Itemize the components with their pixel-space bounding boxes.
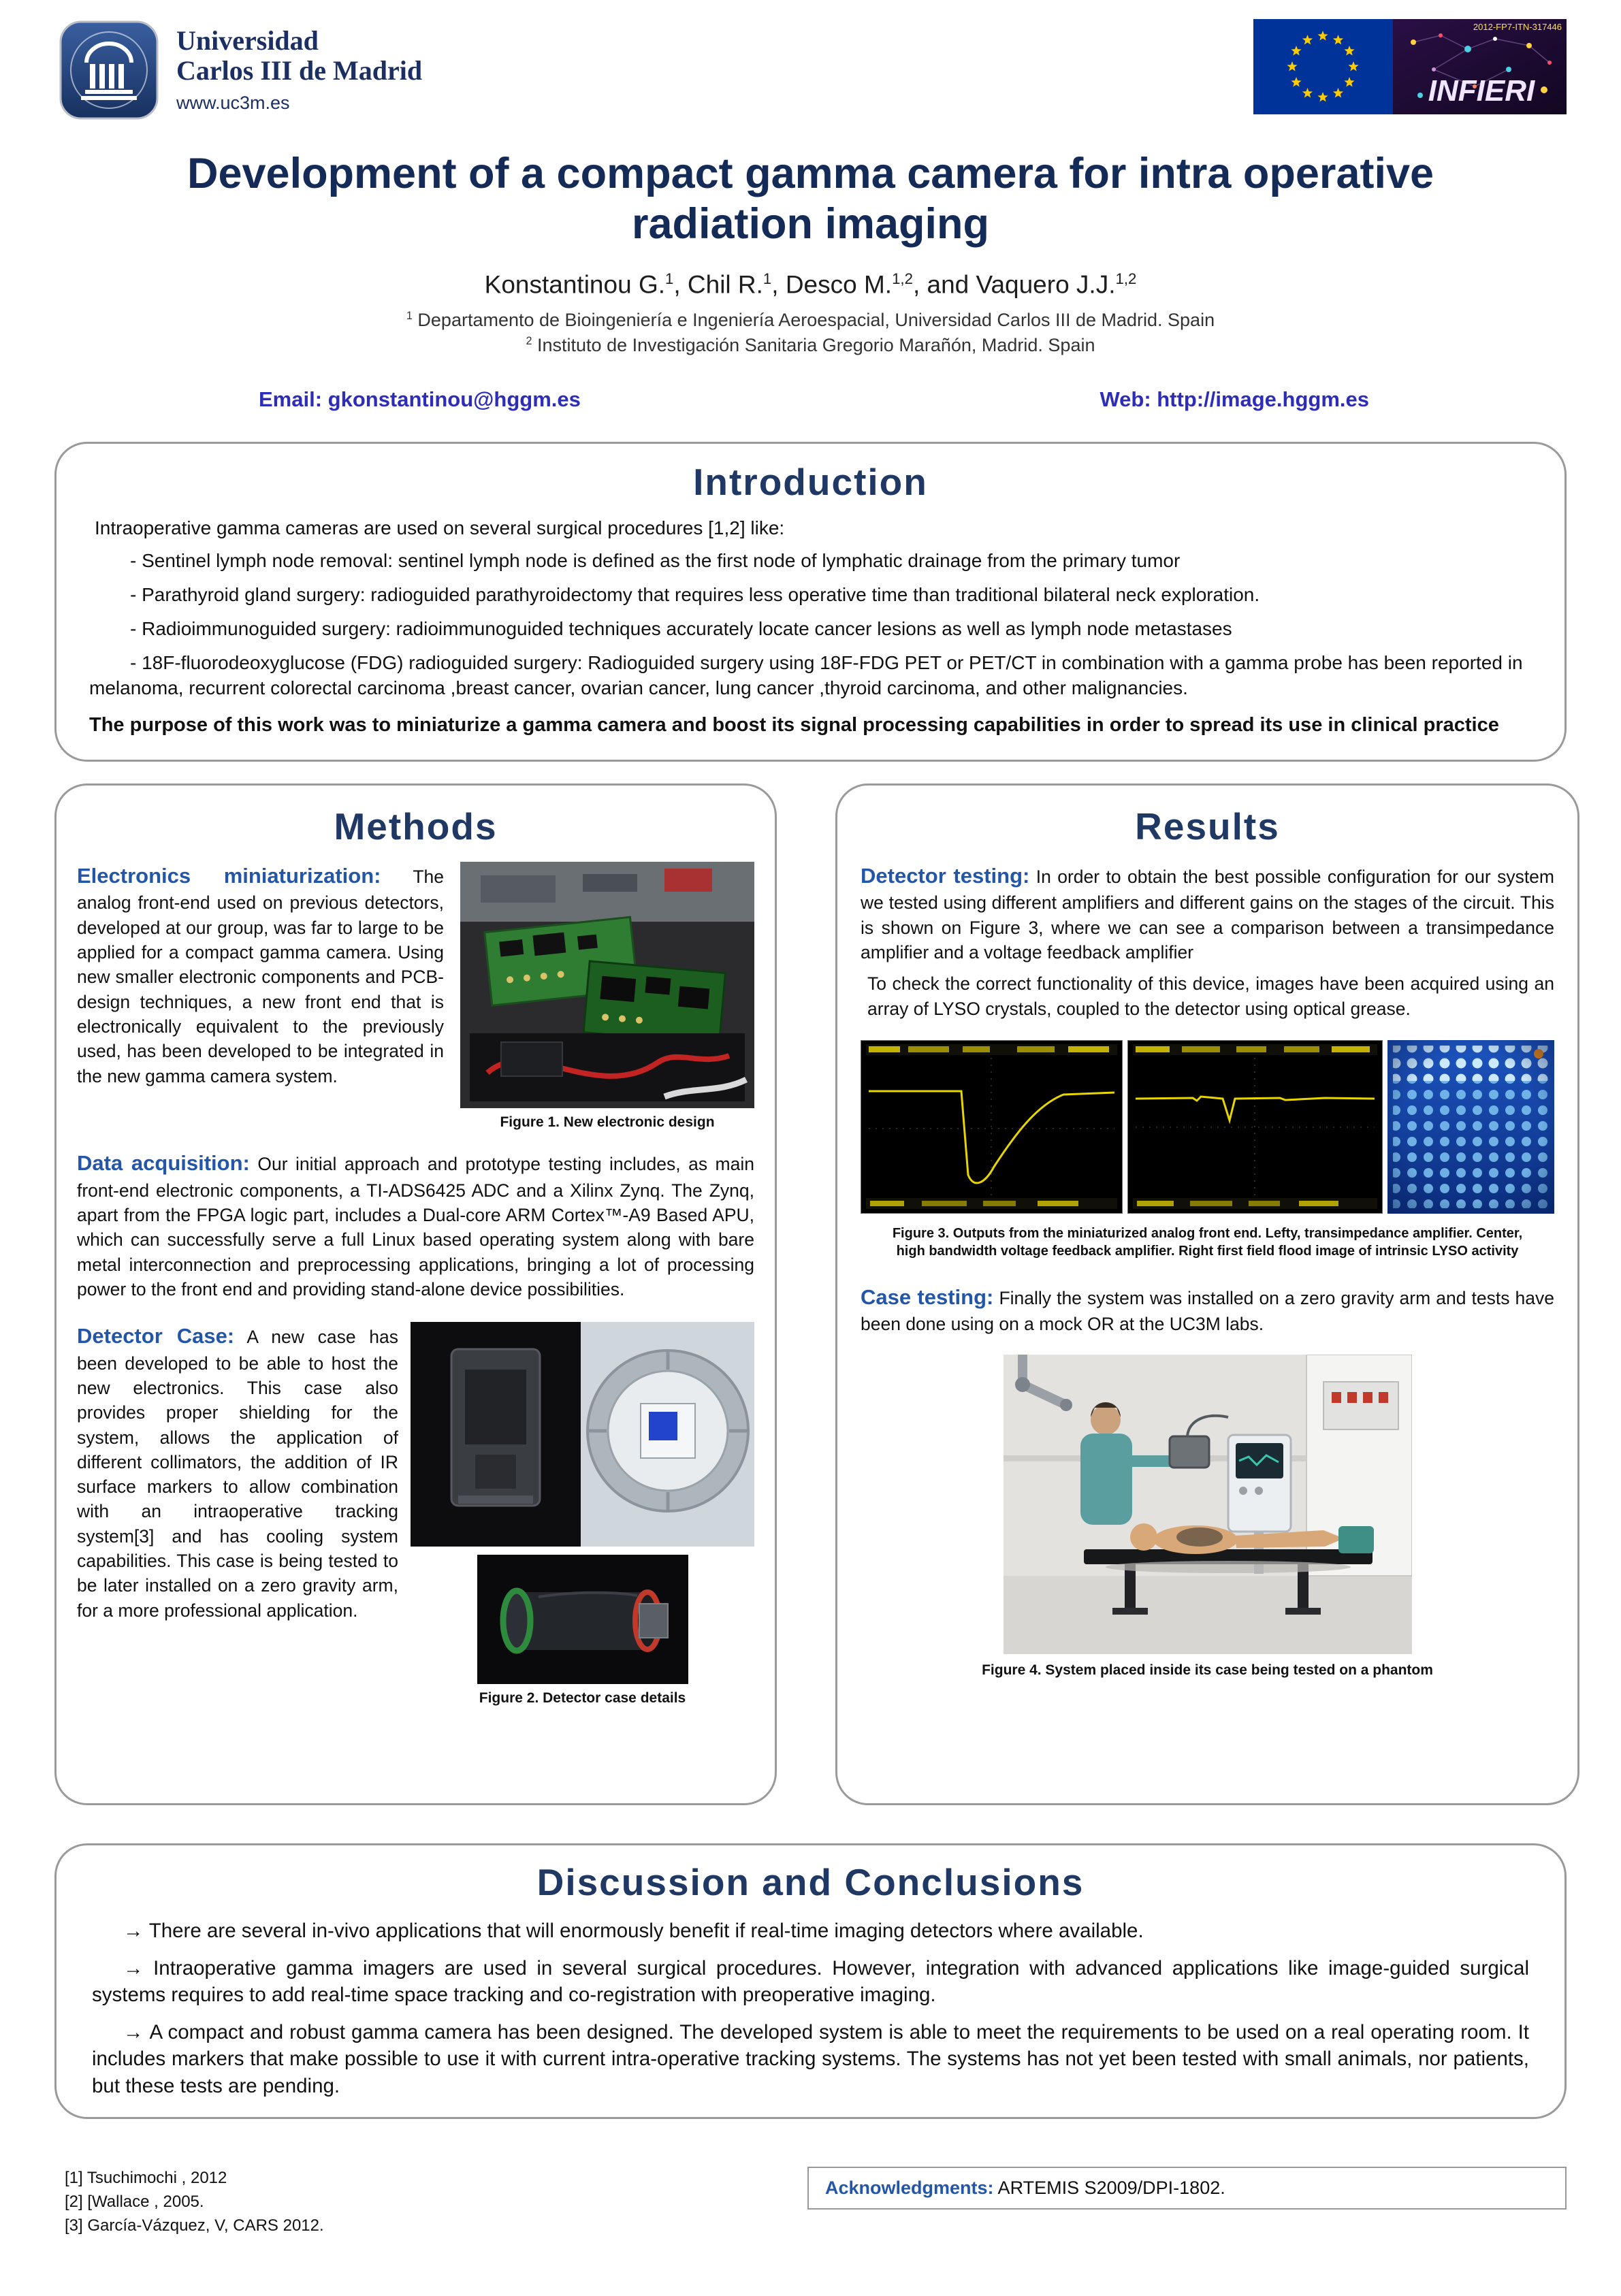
figure3-voltage-feedback-scope-image <box>1127 1040 1383 1214</box>
discussion-heading: Discussion and Conclusions <box>536 1860 1085 1903</box>
figure3-caption: Figure 3. Outputs from the miniaturized analog front end. Lefty, transimpedance amplifier. Center, high bandwidth voltage feedback amplifier. Right first field flood image of intrinsic LYSO activity <box>892 1225 1523 1259</box>
poster-title: Development of a compact gamma camera for intra operative radiation imaging <box>187 150 1434 248</box>
introduction-lead: Intraoperative gamma cameras are used on several surgical procedures [1,2] like: <box>95 517 785 538</box>
uc3m-name-line1: Universidad <box>176 25 319 56</box>
uc3m-wordmark <box>176 26 422 114</box>
author-affiliation-superscript: 1,2 <box>1115 270 1137 287</box>
introduction-bullet: - Parathyroid gland surgery: radioguided parathyroidectomy that requires less operative time than traditional bilateral neck exploration. <box>130 583 1260 605</box>
figure2-cylinder-photo <box>411 1555 754 1684</box>
author-affiliation-superscript: 1,2 <box>892 270 913 287</box>
data-acquisition-paragraph <box>77 1149 754 1301</box>
detector-testing-label: Detector testing: <box>861 863 1030 888</box>
figure2-case-renders-photo <box>411 1322 754 1547</box>
acknowledgments-text: ARTEMIS S2009/DPI-1802. <box>993 2178 1225 2199</box>
introduction-section <box>54 442 1567 762</box>
poster-footer <box>65 2167 1567 2237</box>
author-name: , Desco M. <box>771 270 893 298</box>
electronics-text: The analog front-end used on previous detectors, developed at our group, was far to large to be applied for a compact gamma camera. Using new smaller electronic components and PCB-design techniques, a new front end that is electronically equivalent to the previously used, has been developed to be integrated in the new gamma camera system. <box>77 866 445 1086</box>
figure3-transimpedance-scope-image <box>861 1040 1123 1214</box>
figure2-caption: Figure 2. Detector case details <box>479 1690 686 1707</box>
arrow-icon: → <box>123 1919 149 1942</box>
infieri-wordmark: INFIERI <box>1428 74 1535 108</box>
introduction-bullet: - Sentinel lymph node removal: sentinel lymph node is defined as the first node of lymphatic drainage from the primary tumor <box>130 549 1181 571</box>
detector-case-paragraph <box>77 1322 398 1707</box>
methods-section <box>54 783 777 1805</box>
uc3m-name-line2: Carlos III de Madrid <box>176 55 423 86</box>
introduction-bullet: - Radioimmunoguided surgery: radioimmunoguided techniques accurately locate cancer lesions as well as lymph node metastases <box>130 617 1232 639</box>
discussion-section <box>54 1843 1567 2119</box>
contact-row <box>58 387 1563 412</box>
author-affiliation-superscript: 1 <box>665 270 674 287</box>
eu-flag-icon <box>1253 19 1393 114</box>
figure3-flood-image <box>1387 1040 1554 1214</box>
case-testing-paragraph <box>861 1283 1554 1337</box>
data-acquisition-text: Our initial approach and prototype testing includes, as main front-end electronic components, a TI-ADS6425 ADC and a Xilinx Zynq. The Zynq, apart from the FPGA logic part, includes a Dual-core ARM Cortex™-A9 Based APU, which can successfully serve a full Linux based operating system along with bare metal interconnection and preprocessing applications, bringing a lot of processing power to the front end and providing stand-alone device possibilities. <box>77 1154 754 1299</box>
figure1 <box>460 862 754 1131</box>
figure4-photo <box>861 1355 1554 1654</box>
case-testing-text: Finally the system was installed on a zero gravity arm and tests have been done using on a mock OR at the UC3M labs. <box>861 1287 1554 1335</box>
figure4 <box>861 1355 1554 1679</box>
poster-header <box>0 0 1621 121</box>
discussion-bullet: → There are several in-vivo applications that will enormously benefit if real-time imaging detectors where available. <box>123 1919 1144 1942</box>
uc3m-logo <box>58 19 422 121</box>
uc3m-crest-icon <box>58 19 160 121</box>
affiliation-line: $^2$ Instituto de Investigación Sanitaria Gregorio Marañón, Madrid. Spain <box>526 334 1095 355</box>
author-name: Konstantinou G. <box>484 270 665 298</box>
discussion-bullet: → Intraoperative gamma imagers are used in several surgical procedures. However, integration with advanced applications like image-guided surgical systems requires to add real-time space tracking and co-registration with preoperative imaging. <box>92 1956 1529 2007</box>
discussion-bullets <box>92 1918 1529 2099</box>
detector-case-block <box>77 1322 754 1707</box>
electronics-block <box>77 862 754 1131</box>
data-acquisition-label: Data acquisition: <box>77 1151 250 1176</box>
author-name: , and Vaquero J.J. <box>912 270 1116 298</box>
reference-line: [2] [Wallace , 2005. <box>65 2192 204 2211</box>
author-affiliation-superscript: 1 <box>763 270 772 287</box>
introduction-bullets <box>89 549 1532 701</box>
results-section <box>835 783 1579 1805</box>
infieri-grant-code: 2012-FP7-ITN-317446 <box>1473 22 1562 32</box>
figure4-caption: Figure 4. System placed inside its case being tested on a phantom <box>982 1662 1433 1678</box>
detector-case-label: Detector Case: <box>77 1324 235 1348</box>
authors-line <box>0 270 1621 299</box>
methods-heading: Methods <box>334 805 498 847</box>
uc3m-url: www.uc3m.es <box>176 93 290 113</box>
author-name: , Chil R. <box>673 270 763 298</box>
electronics-label: Electronics miniaturization: <box>77 863 381 888</box>
references <box>65 2167 324 2237</box>
infieri-logo <box>1253 19 1567 114</box>
case-testing-label: Case testing: <box>861 1284 994 1309</box>
discussion-bullet: → A compact and robust gamma camera has been designed. The developed system is able to meet the requirements to be used on a real operating room. It includes markers that make possible to use it with current intra-operative tracking systems. The systems has not yet been tested with small animals, nor patients, but these tests are pending. <box>92 2020 1529 2097</box>
arrow-icon: → <box>123 2020 150 2043</box>
detector-testing-paragraph <box>861 862 1554 965</box>
electronics-paragraph <box>77 862 444 1131</box>
figure1-caption: Figure 1. New electronic design <box>500 1114 715 1130</box>
acknowledgments-box <box>807 2167 1567 2210</box>
reference-line: [3] García-Vázquez, V, CARS 2012. <box>65 2216 324 2235</box>
introduction-bullet: - 18F-fluorodeoxyglucose (FDG) radioguided surgery: Radioguided surgery using 18F-FDG PET or PET/CT in combination with a gamma probe has been reported in melanoma, recurrent colorectal carcinoma ,breast cancer, ovarian cancer, lung cancer ,thyroid carcinoma, and other malignancies. <box>89 651 1523 698</box>
introduction-purpose: The purpose of this work was to miniaturize a gamma camera and boost its signal processing capabilities in order to spread its use in clinical practice <box>89 713 1499 736</box>
figure1-photo <box>460 862 754 1108</box>
lyso-paragraph: To check the correct functionality of this device, images have been acquired using an array of LYSO crystals, coupled to the detector using optical grease. <box>867 973 1554 1019</box>
two-column-area <box>54 783 1567 1805</box>
results-heading: Results <box>1135 805 1280 847</box>
web-link[interactable]: Web: http://image.hggm.es <box>1100 387 1369 411</box>
introduction-heading: Introduction <box>693 460 928 503</box>
detector-case-text: A new case has been developed to be able to host the new electronics. This case also provides proper shielding for the system, allows the application of different collimators, the addition of IR surface markers to allow combination with an intraoperative tracking system[3] and has cooling system capabilities. This case is being tested to be later installed on a zero gravity arm, for a more professional application. <box>77 1327 398 1621</box>
affiliation-line: $^1$ Departamento de Bioingeniería e Ingeniería Aeroespacial, Universidad Carlos III de Madrid. Spain <box>406 309 1215 330</box>
acknowledgments-label: Acknowledgments: <box>825 2178 994 2199</box>
email-link[interactable]: Email: gkonstantinou@hggm.es <box>259 387 581 411</box>
detector-testing-text: In order to obtain the best possible configuration for our system we tested using different amplifiers and different gains on the stages of the circuit. This is shown on Figure 3, where we can see a comparison between a transimpedance amplifier and a voltage feedback amplifier <box>861 866 1554 963</box>
affiliations <box>0 310 1621 356</box>
figure3 <box>861 1040 1554 1214</box>
reference-line: [1] Tsuchimochi , 2012 <box>65 2169 227 2188</box>
figure2 <box>411 1322 754 1707</box>
arrow-icon: → <box>123 1956 154 1979</box>
infieri-network-icon <box>1393 19 1567 114</box>
